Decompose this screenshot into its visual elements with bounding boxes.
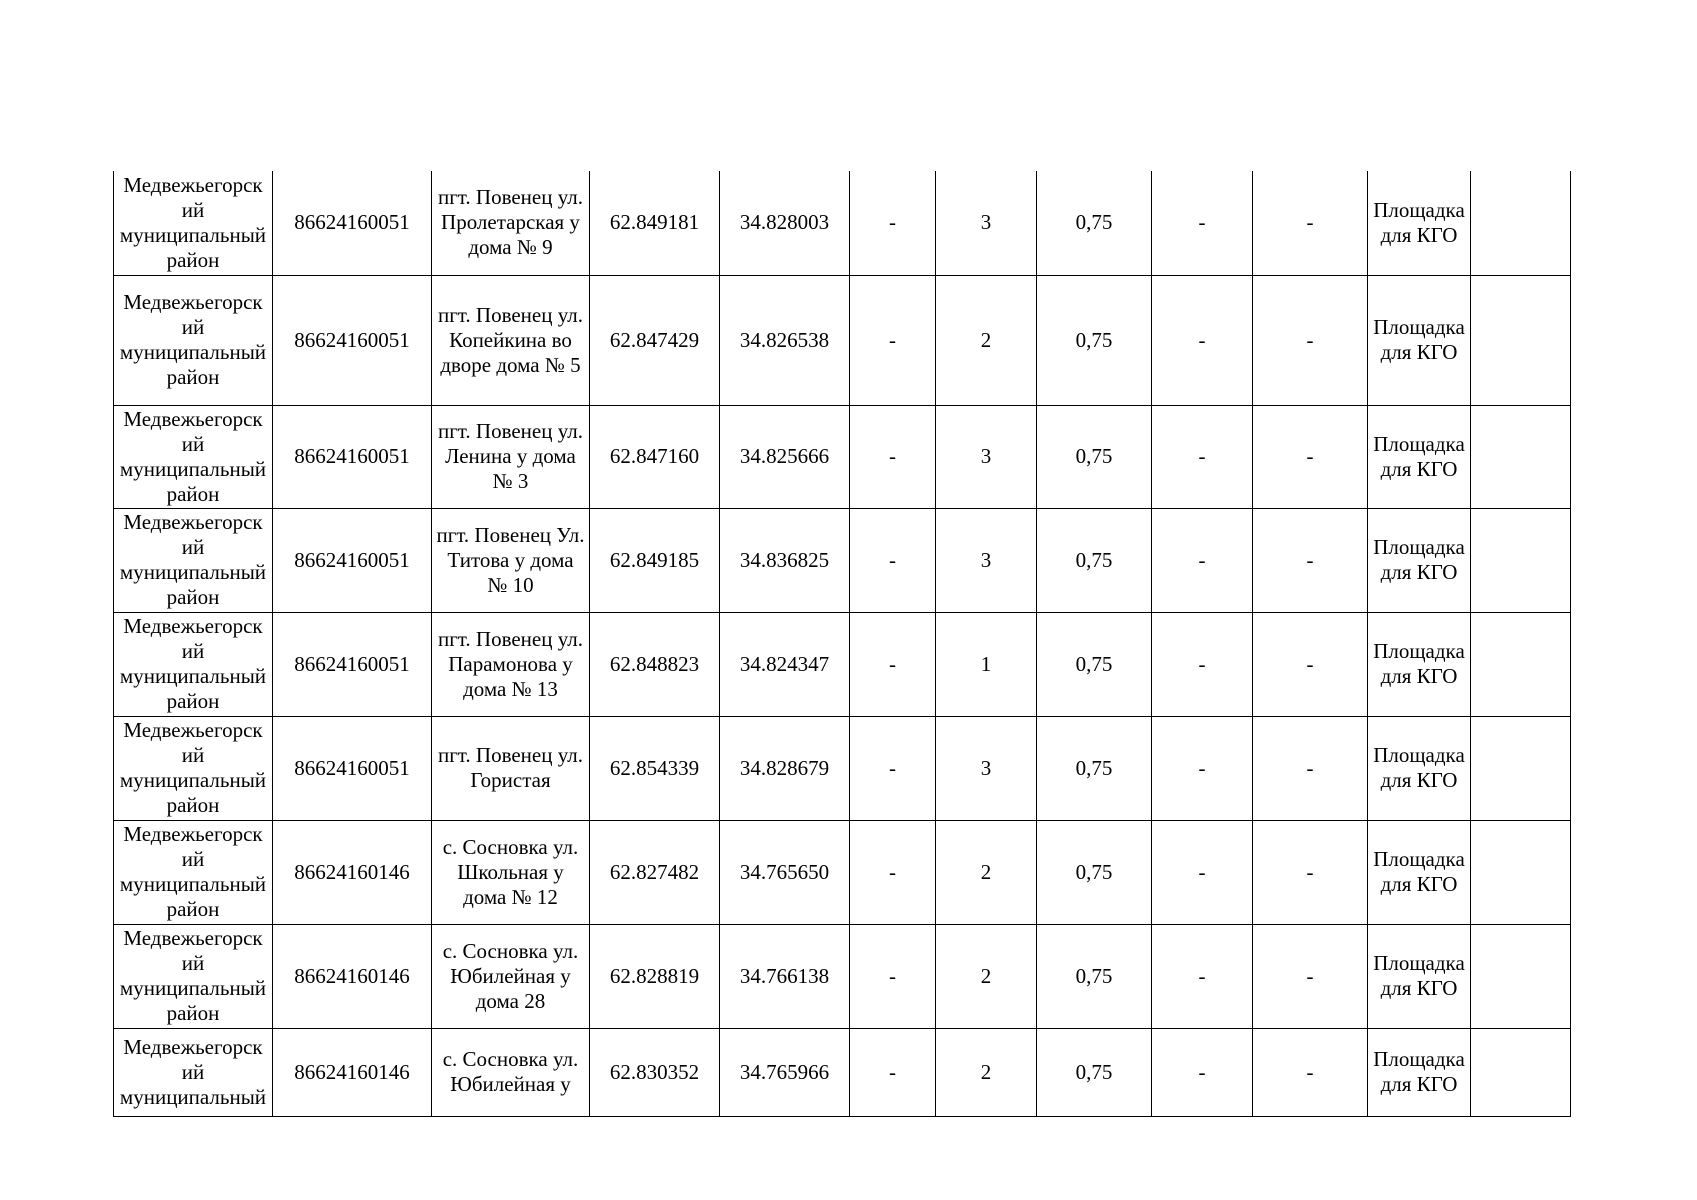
container-count-cell xyxy=(936,820,1037,924)
empty-cell xyxy=(1471,924,1571,1028)
dash-cell-text: - xyxy=(1198,651,1206,676)
address-cell xyxy=(432,508,590,612)
container-count-cell xyxy=(936,508,1037,612)
district-cell xyxy=(114,508,273,612)
site-type-cell xyxy=(1368,508,1471,612)
latitude-cell xyxy=(590,716,720,820)
empty-cell xyxy=(1471,405,1571,508)
latitude-cell-text: 62.854339 xyxy=(609,755,700,780)
dash-cell xyxy=(1253,275,1368,405)
dash-cell xyxy=(850,1028,936,1116)
address-cell-text: пгт. Повенец Ул. Титова у дома № 10 xyxy=(436,522,585,597)
site-type-cell-text: Площадка для КГО xyxy=(1373,847,1465,896)
longitude-cell-text: 34.824347 xyxy=(739,651,830,676)
latitude-cell xyxy=(590,820,720,924)
district-cell-text: Медвежьегорский муниципальный район xyxy=(119,406,267,506)
table-row xyxy=(114,924,1571,1028)
dash-cell xyxy=(1152,275,1253,405)
dash-cell xyxy=(850,171,936,275)
district-cell-text: Медвежьегорский муниципальный район xyxy=(119,926,267,1025)
address-cell xyxy=(432,1028,590,1116)
district-cell xyxy=(114,1028,273,1116)
address-cell-text: пгт. Повенец ул. Копейкина во дворе дома № 5 xyxy=(437,302,584,377)
longitude-cell-text: 34.825666 xyxy=(739,444,830,468)
container-count-cell-text: 3 xyxy=(980,755,992,780)
district-cell-text: Медвежьегорский муниципальный район xyxy=(119,172,267,272)
volume-cell-text: 0,75 xyxy=(1075,327,1113,352)
dash-cell xyxy=(1152,508,1253,612)
container-count-cell xyxy=(936,716,1037,820)
oktmo-cell xyxy=(273,612,432,716)
dash-cell-text: - xyxy=(1198,547,1206,572)
latitude-cell xyxy=(590,405,720,508)
longitude-cell-text: 34.765650 xyxy=(739,859,830,884)
site-type-cell xyxy=(1368,275,1471,405)
dash-cell-text: - xyxy=(1198,327,1206,352)
district-cell-text: Медвежьегорский муниципальный район xyxy=(119,510,267,609)
longitude-cell xyxy=(720,405,850,508)
oktmo-cell-text: 86624160051 xyxy=(294,327,410,352)
site-type-cell xyxy=(1368,171,1471,275)
dash-cell xyxy=(1152,820,1253,924)
oktmo-cell xyxy=(273,275,432,405)
oktmo-cell-text: 86624160146 xyxy=(294,859,410,884)
dash-cell-text: - xyxy=(889,1059,896,1084)
latitude-cell xyxy=(590,508,720,612)
site-type-cell-text: Площадка для КГО xyxy=(1373,639,1465,688)
container-count-cell-text: 3 xyxy=(980,444,992,468)
address-cell xyxy=(432,924,590,1028)
oktmo-cell-text: 86624160051 xyxy=(294,547,410,572)
dash-cell-text: - xyxy=(889,327,896,352)
district-cell xyxy=(114,924,273,1028)
dash-cell-text: - xyxy=(889,755,896,780)
address-cell-text: пгт. Повенец ул. Пролетарская у дома № 9 xyxy=(437,185,584,260)
container-count-cell-text: 2 xyxy=(980,1059,992,1084)
site-type-cell-text: Площадка для КГО xyxy=(1373,743,1465,792)
dash-cell-text: - xyxy=(889,651,896,676)
district-cell-text: Медвежьегорский муниципальный район xyxy=(119,290,267,389)
empty-cell xyxy=(1471,1028,1571,1116)
address-cell-text: с. Сосновка ул. Школьная у дома № 12 xyxy=(442,834,579,909)
volume-cell xyxy=(1037,275,1152,405)
longitude-cell xyxy=(720,171,850,275)
volume-cell-text: 0,75 xyxy=(1075,859,1113,884)
volume-cell xyxy=(1037,171,1152,275)
container-count-cell xyxy=(936,405,1037,508)
longitude-cell xyxy=(720,275,850,405)
address-cell-text: пгт. Повенец ул. Парамонова у дома № 13 xyxy=(437,626,584,701)
dash-cell xyxy=(850,405,936,508)
volume-cell xyxy=(1037,924,1152,1028)
dash-cell-text: - xyxy=(889,444,896,468)
dash-cell xyxy=(1152,716,1253,820)
table-row xyxy=(114,171,1571,275)
district-cell xyxy=(114,171,273,275)
dash-cell-text: - xyxy=(889,859,896,884)
empty-cell xyxy=(1471,612,1571,716)
waste-sites-table xyxy=(113,171,1571,1117)
latitude-cell-text: 62.849185 xyxy=(609,547,700,572)
table-row xyxy=(114,1028,1571,1116)
table-row xyxy=(114,405,1571,508)
oktmo-cell xyxy=(273,405,432,508)
longitude-cell xyxy=(720,612,850,716)
dash-cell xyxy=(1253,1028,1368,1116)
oktmo-cell xyxy=(273,924,432,1028)
latitude-cell xyxy=(590,1028,720,1116)
district-cell-text: Медвежьегорский муниципальный xyxy=(119,1034,267,1109)
district-cell xyxy=(114,275,273,405)
site-type-cell xyxy=(1368,405,1471,508)
empty-cell xyxy=(1471,820,1571,924)
latitude-cell-text: 62.828819 xyxy=(609,963,700,988)
table-body xyxy=(114,171,1571,1116)
longitude-cell xyxy=(720,820,850,924)
address-cell-text: пгт. Повенец ул. Ленина у дома № 3 xyxy=(437,419,584,493)
oktmo-cell-text: 86624160146 xyxy=(294,1059,410,1084)
site-type-cell-text: Площадка для КГО xyxy=(1373,431,1465,481)
dash-cell xyxy=(1253,612,1368,716)
dash-cell xyxy=(850,612,936,716)
container-count-cell-text: 1 xyxy=(980,651,992,676)
latitude-cell-text: 62.830352 xyxy=(609,1059,700,1084)
longitude-cell-text: 34.828003 xyxy=(739,210,830,235)
container-count-cell-text: 3 xyxy=(980,210,992,235)
dash-cell xyxy=(1253,924,1368,1028)
district-cell xyxy=(114,612,273,716)
latitude-cell-text: 62.847429 xyxy=(609,327,700,352)
oktmo-cell-text: 86624160051 xyxy=(294,755,410,780)
dash-cell-text: - xyxy=(1198,210,1206,235)
address-cell-text: с. Сосновка ул. Юбилейная у xyxy=(442,1047,579,1096)
district-cell-text: Медвежьегорский муниципальный район xyxy=(119,614,267,713)
volume-cell-text: 0,75 xyxy=(1075,444,1113,468)
longitude-cell xyxy=(720,716,850,820)
dash-cell-text: - xyxy=(1306,210,1314,235)
oktmo-cell-text: 86624160051 xyxy=(294,210,410,235)
latitude-cell xyxy=(590,612,720,716)
address-cell xyxy=(432,405,590,508)
dash-cell-text: - xyxy=(1306,327,1314,352)
district-cell xyxy=(114,716,273,820)
longitude-cell-text: 34.836825 xyxy=(739,547,830,572)
volume-cell-text: 0,75 xyxy=(1075,755,1113,780)
latitude-cell-text: 62.848823 xyxy=(609,651,700,676)
dash-cell-text: - xyxy=(1306,1059,1314,1084)
dash-cell xyxy=(850,820,936,924)
dash-cell xyxy=(1152,405,1253,508)
district-cell-text: Медвежьегорский муниципальный район xyxy=(119,822,267,921)
address-cell xyxy=(432,716,590,820)
table-row xyxy=(114,612,1571,716)
container-count-cell xyxy=(936,171,1037,275)
latitude-cell-text: 62.847160 xyxy=(609,444,700,468)
empty-cell xyxy=(1471,171,1571,275)
latitude-cell-text: 62.827482 xyxy=(609,859,700,884)
dash-cell xyxy=(1152,171,1253,275)
dash-cell-text: - xyxy=(1198,859,1206,884)
address-cell xyxy=(432,820,590,924)
site-type-cell-text: Площадка для КГО xyxy=(1373,197,1465,247)
dash-cell xyxy=(850,924,936,1028)
longitude-cell-text: 34.826538 xyxy=(739,327,830,352)
district-cell xyxy=(114,820,273,924)
dash-cell xyxy=(1253,405,1368,508)
oktmo-cell-text: 86624160051 xyxy=(294,651,410,676)
dash-cell xyxy=(1253,508,1368,612)
dash-cell xyxy=(850,508,936,612)
dash-cell-text: - xyxy=(889,210,896,235)
address-cell xyxy=(432,612,590,716)
longitude-cell-text: 34.828679 xyxy=(739,755,830,780)
district-cell-text: Медвежьегорский муниципальный район xyxy=(119,718,267,817)
oktmo-cell xyxy=(273,1028,432,1116)
volume-cell-text: 0,75 xyxy=(1075,1059,1113,1084)
dash-cell-text: - xyxy=(1306,547,1314,572)
dash-cell xyxy=(850,716,936,820)
oktmo-cell-text: 86624160146 xyxy=(294,963,410,988)
longitude-cell xyxy=(720,924,850,1028)
address-cell-text: с. Сосновка ул. Юбилейная у дома 28 xyxy=(442,938,579,1013)
latitude-cell xyxy=(590,275,720,405)
dash-cell-text: - xyxy=(1198,755,1206,780)
empty-cell xyxy=(1471,716,1571,820)
longitude-cell-text: 34.765966 xyxy=(739,1059,830,1084)
district-cell xyxy=(114,405,273,508)
site-type-cell xyxy=(1368,924,1471,1028)
table-row xyxy=(114,275,1571,405)
site-type-cell-text: Площадка для КГО xyxy=(1373,535,1465,584)
oktmo-cell xyxy=(273,716,432,820)
volume-cell xyxy=(1037,612,1152,716)
dash-cell-text: - xyxy=(1306,755,1314,780)
volume-cell xyxy=(1037,820,1152,924)
volume-cell-text: 0,75 xyxy=(1075,547,1113,572)
empty-cell xyxy=(1471,275,1571,405)
longitude-cell-text: 34.766138 xyxy=(739,963,830,988)
oktmo-cell xyxy=(273,820,432,924)
address-cell-text: пгт. Повенец ул. Гористая xyxy=(437,743,584,792)
dash-cell-text: - xyxy=(1306,444,1314,468)
container-count-cell-text: 2 xyxy=(980,859,992,884)
site-type-cell xyxy=(1368,820,1471,924)
volume-cell xyxy=(1037,1028,1152,1116)
table-row xyxy=(114,716,1571,820)
longitude-cell xyxy=(720,508,850,612)
dash-cell-text: - xyxy=(1198,1059,1206,1084)
dash-cell-text: - xyxy=(889,547,896,572)
volume-cell-text: 0,75 xyxy=(1075,963,1113,988)
volume-cell-text: 0,75 xyxy=(1075,651,1113,676)
container-count-cell xyxy=(936,612,1037,716)
container-count-cell xyxy=(936,924,1037,1028)
volume-cell xyxy=(1037,716,1152,820)
dash-cell-text: - xyxy=(889,963,896,988)
oktmo-cell-text: 86624160051 xyxy=(294,444,410,468)
address-cell xyxy=(432,275,590,405)
container-count-cell xyxy=(936,275,1037,405)
dash-cell xyxy=(1253,820,1368,924)
container-count-cell-text: 2 xyxy=(980,327,992,352)
dash-cell xyxy=(1152,612,1253,716)
dash-cell xyxy=(1152,924,1253,1028)
dash-cell-text: - xyxy=(1198,444,1206,468)
latitude-cell xyxy=(590,924,720,1028)
dash-cell xyxy=(1253,171,1368,275)
dash-cell-text: - xyxy=(1306,963,1314,988)
latitude-cell xyxy=(590,171,720,275)
volume-cell-text: 0,75 xyxy=(1075,210,1113,235)
site-type-cell xyxy=(1368,1028,1471,1116)
site-type-cell xyxy=(1368,612,1471,716)
address-cell xyxy=(432,171,590,275)
longitude-cell xyxy=(720,1028,850,1116)
dash-cell-text: - xyxy=(1306,651,1314,676)
dash-cell-text: - xyxy=(1306,859,1314,884)
site-type-cell-text: Площадка для КГО xyxy=(1373,951,1465,1000)
container-count-cell-text: 2 xyxy=(980,963,992,988)
site-type-cell-text: Площадка для КГО xyxy=(1373,315,1465,364)
dash-cell-text: - xyxy=(1198,963,1206,988)
oktmo-cell xyxy=(273,508,432,612)
volume-cell xyxy=(1037,405,1152,508)
site-type-cell xyxy=(1368,716,1471,820)
container-count-cell-text: 3 xyxy=(980,547,992,572)
dash-cell xyxy=(850,275,936,405)
volume-cell xyxy=(1037,508,1152,612)
site-type-cell-text: Площадка для КГО xyxy=(1373,1047,1465,1096)
dash-cell xyxy=(1253,716,1368,820)
table-row xyxy=(114,820,1571,924)
dash-cell xyxy=(1152,1028,1253,1116)
table-row xyxy=(114,508,1571,612)
empty-cell xyxy=(1471,508,1571,612)
oktmo-cell xyxy=(273,171,432,275)
container-count-cell xyxy=(936,1028,1037,1116)
latitude-cell-text: 62.849181 xyxy=(609,210,700,235)
